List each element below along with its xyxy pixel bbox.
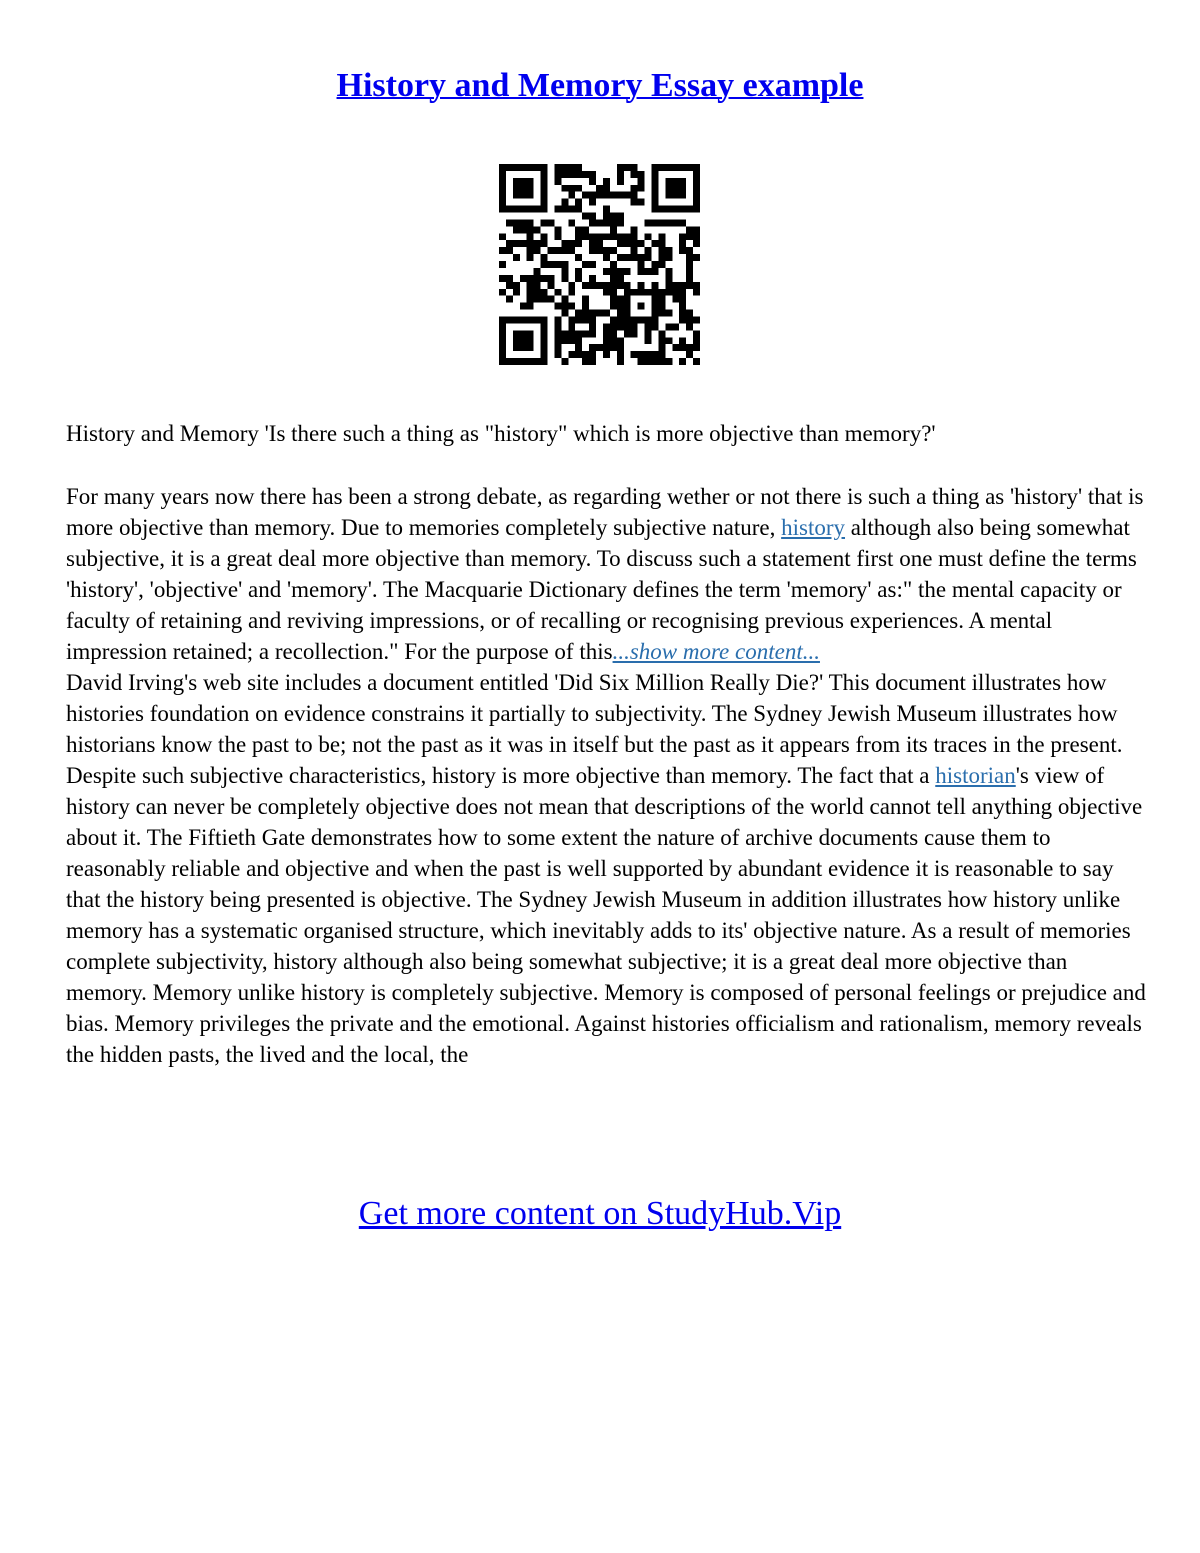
paragraph-2-text-a: David Irving's web site includes a document entitled 'Did Six Million Really Die?' This document illustrates how histories foundation on evidence constrains it partially to subjectivity. The Sydney Jewish Museum illustrates how historians know the past to be; not the past as it was in itself but the past as it appears from its traces in the present. Despite such subjective characteristics, history is more objective than memory. The fact that a (66, 670, 1123, 788)
paragraph-1-text-b: although also being somewhat subjective, it is a great deal more objective than memory. To discuss such a statement first one must define the terms 'history', 'objective' and 'memory'. The Macquarie Dictionary defines the term 'memory' as:" the mental capacity or faculty of retaining and reviving impressions, or of recalling or recognising previous experiences. A mental impression retained; a recollection." For the purpose of this (66, 515, 1137, 664)
document-title-link[interactable]: History and Memory Essay example (336, 67, 864, 104)
historian-link[interactable]: historian (935, 763, 1016, 788)
essay-question: History and Memory 'Is there such a thing as "history" which is more objective than memory?' (66, 421, 936, 446)
essay-body (66, 481, 1146, 1070)
document-title (0, 64, 1200, 108)
paragraph-2 (66, 667, 1146, 1070)
paragraph-1 (66, 481, 1146, 667)
history-link[interactable]: history (781, 515, 846, 540)
paragraph-1-text-a: For many years now there has been a strong debate, as regarding wether or not there is such a thing as 'history' that is more objective than memory. Due to memories completely subjective nature, (66, 484, 1144, 540)
footer (0, 1192, 1200, 1236)
studyhub-link[interactable]: Get more content on StudyHub.Vip (358, 1195, 842, 1232)
qr-code-icon (499, 164, 700, 365)
show-more-link[interactable]: ...show more content... (612, 639, 820, 664)
paragraph-2-text-b: 's view of history can never be completely objective does not mean that descriptions of the world cannot tell anything objective about it. The Fiftieth Gate demonstrates how to some extent the nature of archive documents cause them to reasonably reliable and objective and when the past is well supported by abundant evidence it is reasonable to say that the history being presented is objective. The Sydney Jewish Museum in addition illustrates how history unlike memory has a systematic organised structure, which inevitably adds to its' objective nature. As a result of memories complete subjectivity, history although also being somewhat subjective; it is a great deal more objective than memory. Memory unlike history is completely subjective. Memory is composed of personal feelings or prejudice and bias. Memory privileges the private and the emotional. Against histories officialism and rationalism, memory reveals the hidden pasts, the lived and the local, the (66, 763, 1146, 1067)
